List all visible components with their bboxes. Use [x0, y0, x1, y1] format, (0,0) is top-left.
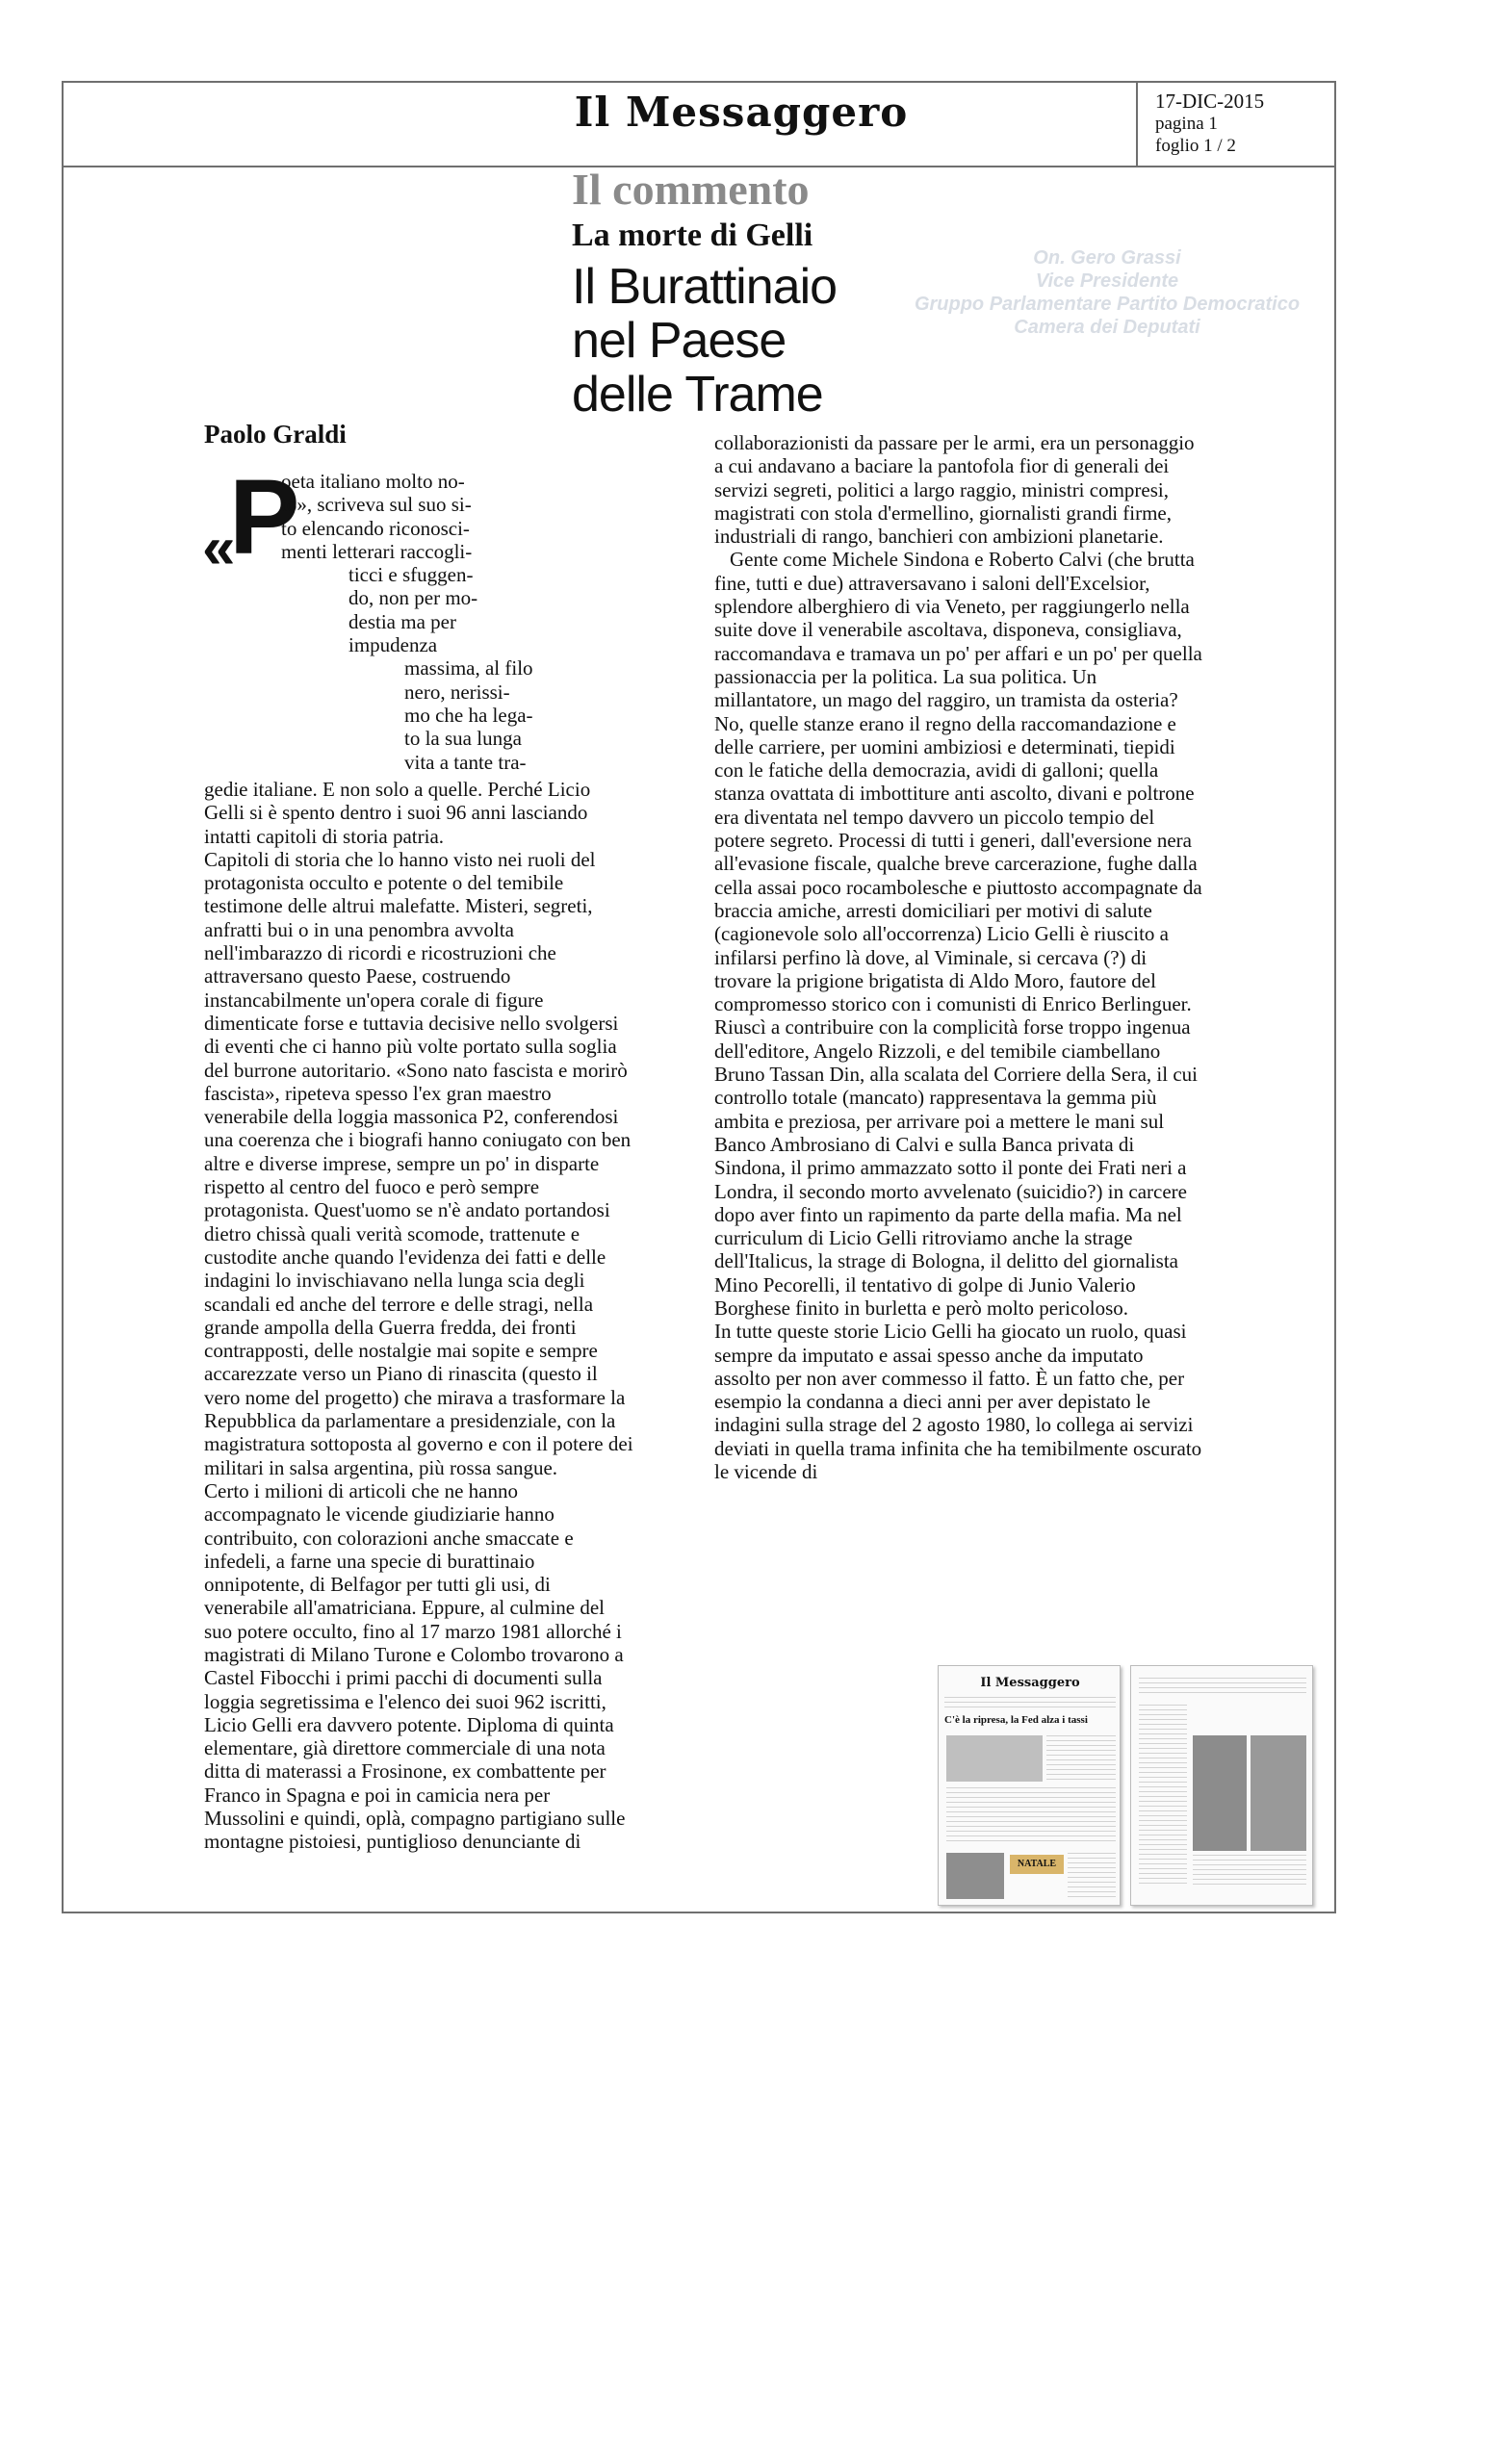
stamp-line: Camera dei Deputati: [1014, 317, 1200, 338]
lead-lines: [281, 470, 633, 774]
thumbnail-photo: [946, 1853, 1004, 1899]
thumbnail-text-lines: [944, 1697, 1116, 1710]
thumbnail-promo: NATALE: [1010, 1855, 1064, 1874]
paragraph: collaborazionisti da passare per le armi, era un personaggio a cui andavano a baciare la pantofola fior di generali dei servizi segreti, politici a largo raggio, ministri compresi, magistrati con stola d'ermellino, giornalisti grandi firme, industriali di rango, banchieri con ambizioni planetarie.: [714, 431, 1195, 549]
article-subkicker: La morte di Gelli: [572, 218, 813, 253]
page-thumbnails: [938, 1665, 1323, 1906]
lead-line: do, non per mo-: [348, 586, 478, 610]
page-number: pagina 1: [1155, 114, 1218, 134]
inner-page-thumbnail: [1130, 1665, 1313, 1906]
lead-line: oeta italiano molto no-: [281, 470, 465, 493]
newspaper-masthead: Il Messaggero: [574, 89, 909, 136]
paragraph: Certo i milioni di articoli che ne hanno accompagnato le vicende giudiziarie hanno contribuito, con colorazioni anche smaccate e infedeli, a farne una specie di burattinaio onnipotente, di Belfagor per tutti gli usi, di venerabile all'amatriciana. Eppure, al culmine del suo potere occulto, fino al 17 marzo 1981 allorché i magistrati di Milano Turone e Colombo trovarono a Castel Fibocchi i primi pacchi di documenti sulla loggia segretissima e l'elenco dei suoi 962 iscritti, Licio Gelli era davvero potente. Diploma di quinta elementare, già direttore commerciale di una nota ditta di materassi a Frosinone, ex combattente per Franco in Spagna e poi in camicia nera per Mussolini e quindi, oplà, compagno partigiano sulle montagne pistoiesi, puntiglioso denunciante di: [204, 1478, 626, 1854]
lead-block: « P oeta italiano molto no- to», scriveva sul suo si- to elencando riconosci- menti letterari raccogli- ticci e sfuggen- do, non per mo- destia ma per impudenza massima, al filo nero, nerissi- mo che ha lega- to la sua lunga vita a tante tra-: [204, 470, 633, 855]
lead-line: to la sua lunga: [404, 727, 522, 751]
lead-line: nero, nerissi-: [404, 680, 510, 704]
thumbnail-text-lines: [1046, 1735, 1116, 1782]
lead-line: menti letterari raccogli-: [281, 539, 473, 563]
front-page-thumbnail: [938, 1665, 1121, 1906]
faded-stamp: [905, 246, 1309, 339]
thumbnail-text-lines: [946, 1787, 1116, 1845]
thumbnail-photo: [946, 1735, 1043, 1782]
article-column-2: [714, 431, 1203, 1483]
paragraph: In tutte queste storie Licio Gelli ha giocato un ruolo, quasi sempre da imputato e assai spesso anche da imputato assolto per non aver commesso il fatto. È un fatto che, per esempio la condanna a dieci anni per aver depistato le indagini sulla strage del 2 agosto 1980, lo collega ai servizi deviati in quella trama infinita che ha temibilmente oscurato le vicende di: [714, 1320, 1202, 1484]
clipping-date: 17-DIC-2015: [1155, 90, 1265, 113]
thumbnail-headline: C'è la ripresa, la Fed alza i tassi: [944, 1714, 1088, 1726]
stamp-line: On. Gero Grassi: [1033, 247, 1181, 269]
sheet-number: foglio 1 / 2: [1155, 136, 1236, 156]
lead-line: ticci e sfuggen-: [348, 563, 474, 587]
thumbnail-text-lines: [1139, 1678, 1306, 1697]
thumbnail-text-lines: [1193, 1855, 1306, 1887]
date-block: [1136, 81, 1336, 166]
headline-line: nel Paese: [572, 313, 787, 369]
article-headline: [572, 260, 938, 422]
thumbnail-text-lines: [1068, 1853, 1116, 1899]
thumbnail-masthead: Il Messaggero: [980, 1676, 1080, 1690]
paragraph: gedie italiane. E non solo a quelle. Perché Licio Gelli si è spento dentro i suoi 96 anni lasciando intatti capitoli di storia patria.: [204, 778, 591, 848]
stamp-line: Gruppo Parlamentare Partito Democratico: [914, 294, 1301, 315]
headline-line: Il Burattinaio: [572, 259, 838, 315]
thumbnail-text-lines: [1139, 1705, 1187, 1887]
drop-cap: P: [229, 458, 300, 577]
section-kicker: Il commento: [572, 165, 810, 214]
lead-line: massima, al filo: [404, 656, 533, 680]
lead-line: to elencando riconosci-: [281, 516, 470, 540]
paragraph: Gente come Michele Sindona e Roberto Calvi (che brutta fine, tutti e due) attraversavano i saloni dell'Excelsior, splendore alberghiero di via Veneto, per raggiungerlo nella suite dove il venerabile ascoltava, disponeva, consigliava, raccomandava e tramava un po' per affari e un po' per quella passionaccia per la politica. La sua politica. Un millantatore, un mago del raggiro, un tramista da osteria? No, quelle stanze erano il regno della raccomandazione e delle carriere, per uomini ambiziosi e determinati, tiepidi con le fatiche della democrazia, avidi di galloni; quella stanza ovattata di imbottiture anti ascolto, divani e poltrone era diventata nel tempo davvero un piccolo tempio del potere segreto. Processi di tutti i generi, dall'eversione nera all'evasione fiscale, qualche breve carcerazione, fughe dalla cella assai poco rocambolesche e piuttosto accompagnate da braccia amiche, arresti domiciliari per motivi di salute (cagionevole solo all'occorrenza) Licio Gelli è riuscito a infilarsi perfino là dove, al Viminale, si cercava (?) di trovare la prigione brigatista di Aldo Moro, fautore del compromesso storico con i comunisti di Enrico Berlinguer. Riuscì a contribuire con la complicità forse troppo ingenua dell'editore, Angelo Rizzoli, e del temibile ciambellano Bruno Tassan Din, alla scalata del Corriere della Sera, il cui controllo totale (mancato) rappresentava la gemma più ambita e preziosa, per arrivare poi a mettere le mani sul Banco Ambrosiano di Calvi e sulla Banca privata di Sindona, il primo ammazzato sotto il ponte dei Frati neri a Londra, il secondo morto avvelenato (suicidio?) in carcere dopo aver finto un rapimento da parte della mafia. Ma nel curriculum di Licio Gelli ritroviamo anche la strage dell'Italicus, la strage di Bologna, il delitto del giornalista Mino Pecorelli, il tentativo di golpe di Junio Valerio Borghese finito in burletta e però molto pericoloso.: [714, 548, 1202, 1320]
thumbnail-text-block: [1193, 1735, 1247, 1851]
author-byline: Paolo Graldi: [204, 420, 347, 449]
paragraph: Capitoli di storia che lo hanno visto nei ruoli del protagonista occulto e potente o del temibile testimone delle altrui malefatte. Misteri, segreti, anfratti bui o in una penombra avvolta nell'imbarazzo di ricordi e ricostruzioni che attraversano questo Paese, costruendo instancabilmente un'opera corale di figure dimenticate forse e tuttavia decisive nello svolgersi di eventi che ci hanno più volte portato sulla soglia del burrone autoritario. «Sono nato fascista e morirò fascista», ripeteva spesso l'ex gran maestro venerabile della loggia massonica P2, conferendosi una coerenza che i biografi hanno coniugato con ben altre e diverse imprese, sempre un po' in disparte rispetto al centro del fuoco e però sempre protagonista. Quest'uomo se n'è andato portandosi dietro chissà quali verità scomode, trattenute e custodite anche quando l'evidenza dei fatti e delle indagini lo invischiavano nella lunga scia degli scandali ed anche del terrore e delle stragi, nella grande ampolla della Guerra fredda, dei fronti contrapposti, delle nostalgie mai sopite e sempre accarezzate verso un Piano di rinascita (questo il vero nome del progetto) che mirava a trasformare la Repubblica da parlamentare a presidenziale, con la magistratura sottoposta al governo e con il potere dei militari in salsa argentina, più rossa sangue.: [204, 847, 633, 1479]
lead-line: impudenza: [348, 633, 438, 657]
headline-line: delle Trame: [572, 367, 823, 423]
stamp-line: Vice Presidente: [1035, 270, 1179, 292]
lead-line: destia ma per: [348, 609, 456, 633]
thumbnail-text-block: [1251, 1735, 1306, 1851]
article-column-1: [202, 458, 633, 1854]
lead-line: to», scriveva sul suo si-: [281, 493, 472, 517]
lead-line: vita a tante tra-: [404, 750, 527, 774]
lead-line: mo che ha lega-: [404, 703, 533, 727]
